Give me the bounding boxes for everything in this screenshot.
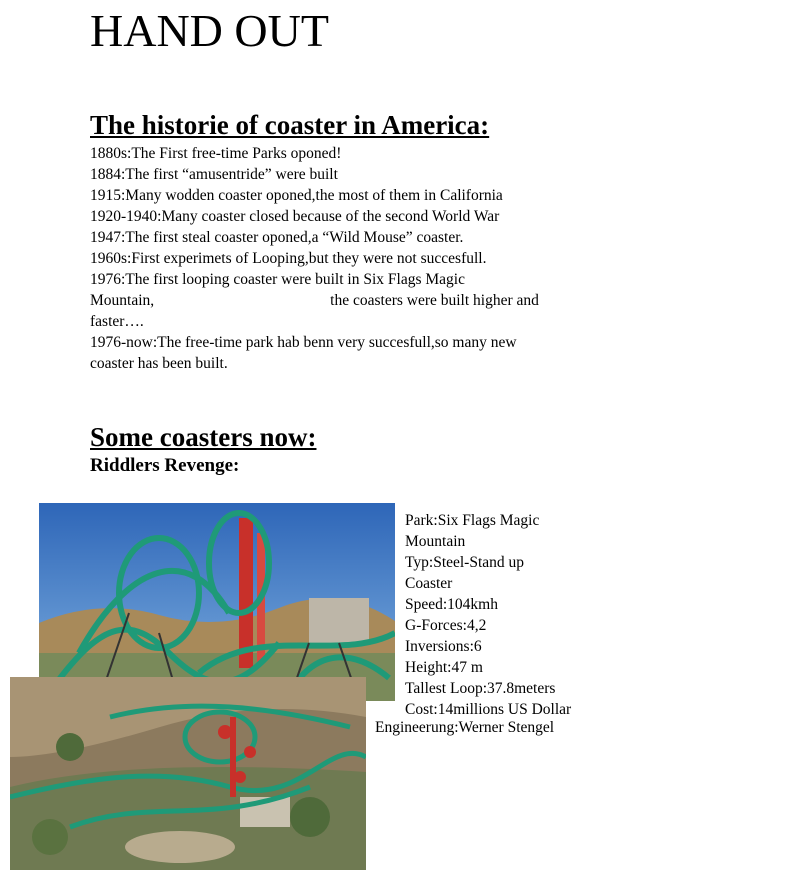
spec-line: Inversions:6 bbox=[405, 638, 482, 655]
history-line: 1960s:First experimets of Looping,but they were not succesfull. bbox=[90, 250, 487, 267]
spec-line-engineering: Engineerung:Werner Stengel bbox=[375, 719, 555, 736]
spec-line: Mountain bbox=[405, 533, 466, 550]
coaster-photo-aerial bbox=[10, 677, 366, 870]
history-list bbox=[90, 143, 610, 374]
history-line: 1976-now:The free-time park hab benn very succesfull,so many new bbox=[90, 334, 517, 351]
history-line: 1976:The first looping coaster were built in Six Flags Magic bbox=[90, 271, 465, 288]
history-line: coaster has been built. bbox=[90, 355, 228, 372]
history-line-part: the coasters were built higher and bbox=[330, 292, 539, 309]
history-line: 1947:The first steal coaster oponed,a “Wild Mouse” coaster. bbox=[90, 229, 464, 246]
spec-line: Height:47 m bbox=[405, 659, 483, 676]
history-line: 1920-1940:Many coaster closed because of the second World War bbox=[90, 208, 500, 225]
history-line: 1915:Many wodden coaster oponed,the most of them in California bbox=[90, 187, 503, 204]
history-line-part: Mountain, bbox=[90, 292, 155, 309]
history-heading: The historie of coaster in America: bbox=[90, 110, 490, 140]
spec-line: Speed:104kmh bbox=[405, 596, 498, 613]
history-line-split bbox=[90, 290, 610, 311]
page-title: HAND OUT bbox=[90, 5, 329, 56]
spec-line: Cost:14millions US Dollar bbox=[405, 701, 572, 718]
coaster-photo-front bbox=[39, 503, 395, 701]
spec-line: Park:Six Flags Magic bbox=[405, 512, 540, 529]
spec-line: Tallest Loop:37.8meters bbox=[405, 680, 556, 697]
history-line: faster…. bbox=[90, 313, 144, 330]
coasters-heading: Some coasters now: bbox=[90, 422, 317, 452]
coaster-specs bbox=[405, 510, 571, 720]
coaster-name: Riddlers Revenge: bbox=[90, 455, 240, 476]
spec-line: Coaster bbox=[405, 575, 453, 592]
history-line: 1880s:The First free-time Parks oponed! bbox=[90, 145, 342, 162]
spec-line: G-Forces:4,2 bbox=[405, 617, 487, 634]
spec-line: Typ:Steel-Stand up bbox=[405, 554, 525, 571]
history-line: 1884:The first “amusentride” were built bbox=[90, 166, 338, 183]
